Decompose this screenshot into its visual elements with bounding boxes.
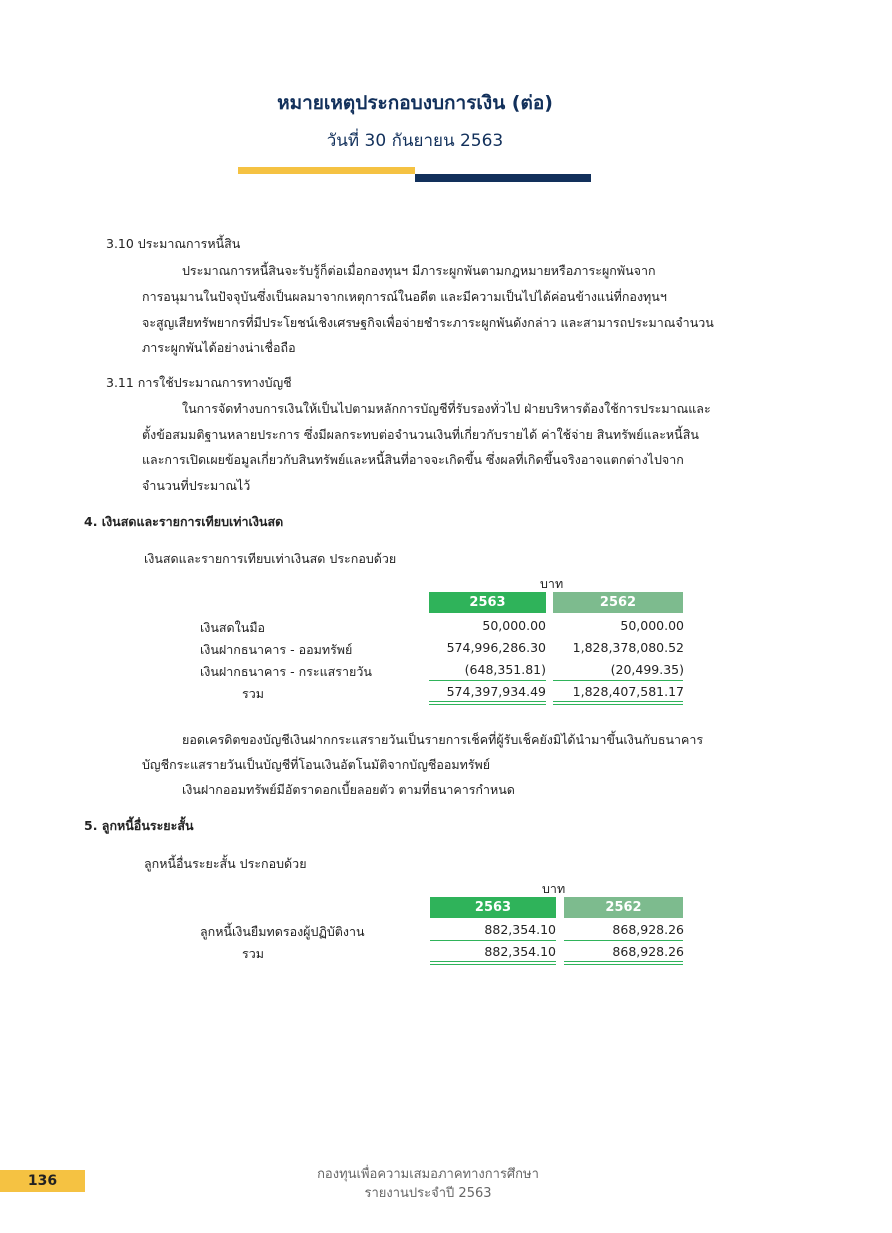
subtotal-line: [564, 940, 683, 941]
section-4-total-value-2563: 574,397,934.49: [446, 684, 546, 699]
total-double-line: [430, 964, 556, 965]
section-4-row-label: เงินสดในมือ: [200, 620, 266, 635]
section-3-10-line-4: ภาระผูกพันได้อย่างน่าเชื่อถือ: [142, 340, 296, 355]
section-5-total-value-2562: 868,928.26: [612, 944, 684, 959]
section-4-row-value-2562: (20,499.35): [610, 662, 684, 677]
section-5-total-label: รวม: [242, 946, 264, 961]
total-double-line: [564, 964, 683, 965]
section-5-intro: ลูกหนี้อื่นระยะสั้น ประกอบด้วย: [144, 856, 307, 871]
section-4-row-label: เงินฝากธนาคาร - กระแสรายวัน: [200, 664, 372, 679]
section-4-col-2563-header: 2563: [429, 592, 546, 613]
section-4-row-value-2563: (648,351.81): [464, 662, 546, 677]
section-5-heading: 5. ลูกหนี้อื่นระยะสั้น: [84, 818, 194, 833]
footer-report-name: รายงานประจำปี 2563: [364, 1186, 492, 1201]
section-3-11-line-4: จำนวนที่ประมาณไว้: [142, 478, 251, 493]
page-number: 136: [0, 1170, 85, 1192]
section-3-11-line-2: ตั้งข้อสมมติฐานหลายประการ ซึ่งมีผลกระทบต่อจำนวนเงินที่เกี่ยวกับรายได้ ค่าใช้จ่าย สินทรัพย์และหนี้สิน: [142, 427, 699, 442]
section-4-row-value-2563: 574,996,286.30: [446, 640, 546, 655]
section-5-unit: บาท: [542, 881, 566, 896]
section-3-11-line-3: และการเปิดเผยข้อมูลเกี่ยวกับสินทรัพย์และหนี้สินที่อาจจะเกิดขึ้น ซึ่งผลที่เกิดขึ้นจริงอาจแตกต่างไปจาก: [142, 452, 684, 467]
section-5-row-value-2562: 868,928.26: [612, 922, 684, 937]
section-4-note-3: เงินฝากออมทรัพย์มีอัตราดอกเบี้ยลอยตัว ตามที่ธนาคารกำหนด: [182, 782, 515, 797]
section-4-row-value-2563: 50,000.00: [482, 618, 546, 633]
section-5-total-value-2563: 882,354.10: [484, 944, 556, 959]
section-4-col-2562-header: 2562: [553, 592, 683, 613]
subtotal-line: [553, 680, 683, 681]
section-3-11-heading: 3.11 การใช้ประมาณการทางบัญชี: [106, 375, 292, 390]
section-3-11-line-1: ในการจัดทำงบการเงินให้เป็นไปตามหลักการบัญชีที่รับรองทั่วไป ฝ่ายบริหารต้องใช้การประมาณและ: [182, 401, 711, 416]
section-4-row-label: เงินฝากธนาคาร - ออมทรัพย์: [200, 642, 353, 657]
subtotal-line: [430, 940, 556, 941]
section-3-10-line-1: ประมาณการหนี้สินจะรับรู้ก็ต่อเมื่อกองทุนฯ มีภาระผูกพันตามกฎหมายหรือภาระผูกพันจาก: [182, 263, 656, 278]
total-double-line: [430, 961, 556, 962]
section-3-10-heading: 3.10 ประมาณการหนี้สิน: [106, 236, 241, 251]
page-title: หมายเหตุประกอบงบการเงิน (ต่อ): [277, 92, 553, 114]
decorative-bar-yellow: [238, 167, 415, 174]
section-3-10-line-2: การอนุมานในปัจจุบันซึ่งเป็นผลมาจากเหตุการณ์ในอดีต และมีความเป็นไปได้ค่อนข้างแน่ที่กองทุนฯ: [142, 289, 667, 304]
section-4-total-label: รวม: [242, 686, 264, 701]
total-double-line: [429, 701, 546, 702]
total-double-line: [564, 961, 683, 962]
section-5-col-2563-header: 2563: [430, 897, 556, 918]
total-double-line: [429, 704, 546, 705]
section-5-row-label: ลูกหนี้เงินยืมทดรองผู้ปฏิบัติงาน: [200, 924, 365, 939]
section-4-note-2: บัญชีกระแสรายวันเป็นบัญชีที่โอนเงินอัตโนมัติจากบัญชีออมทรัพย์: [142, 757, 491, 772]
footer-org-name: กองทุนเพื่อความเสมอภาคทางการศึกษา: [317, 1167, 539, 1182]
section-4-row-value-2562: 1,828,378,080.52: [572, 640, 684, 655]
section-4-heading: 4. เงินสดและรายการเทียบเท่าเงินสด: [84, 514, 284, 529]
decorative-bar-navy: [415, 174, 591, 182]
section-4-row-value-2562: 50,000.00: [620, 618, 684, 633]
page-subtitle: วันที่ 30 กันยายน 2563: [326, 131, 504, 151]
section-4-unit: บาท: [540, 576, 564, 591]
section-5-row-value-2563: 882,354.10: [484, 922, 556, 937]
section-3-10-line-3: จะสูญเสียทรัพยากรที่มีประโยชน์เชิงเศรษฐกิจเพื่อจ่ายชำระภาระผูกพันดังกล่าว และสามารถประมาณจำนวน: [142, 315, 714, 330]
section-4-total-value-2562: 1,828,407,581.17: [572, 684, 684, 699]
section-5-col-2562-header: 2562: [564, 897, 683, 918]
total-double-line: [553, 704, 683, 705]
total-double-line: [553, 701, 683, 702]
section-4-note-1: ยอดเครดิตของบัญชีเงินฝากกระแสรายวันเป็นรายการเช็คที่ผู้รับเช็คยังมิได้นำมาขึ้นเงินกับธนาคาร: [182, 732, 704, 747]
section-4-intro: เงินสดและรายการเทียบเท่าเงินสด ประกอบด้วย: [144, 551, 397, 566]
subtotal-line: [429, 680, 546, 681]
